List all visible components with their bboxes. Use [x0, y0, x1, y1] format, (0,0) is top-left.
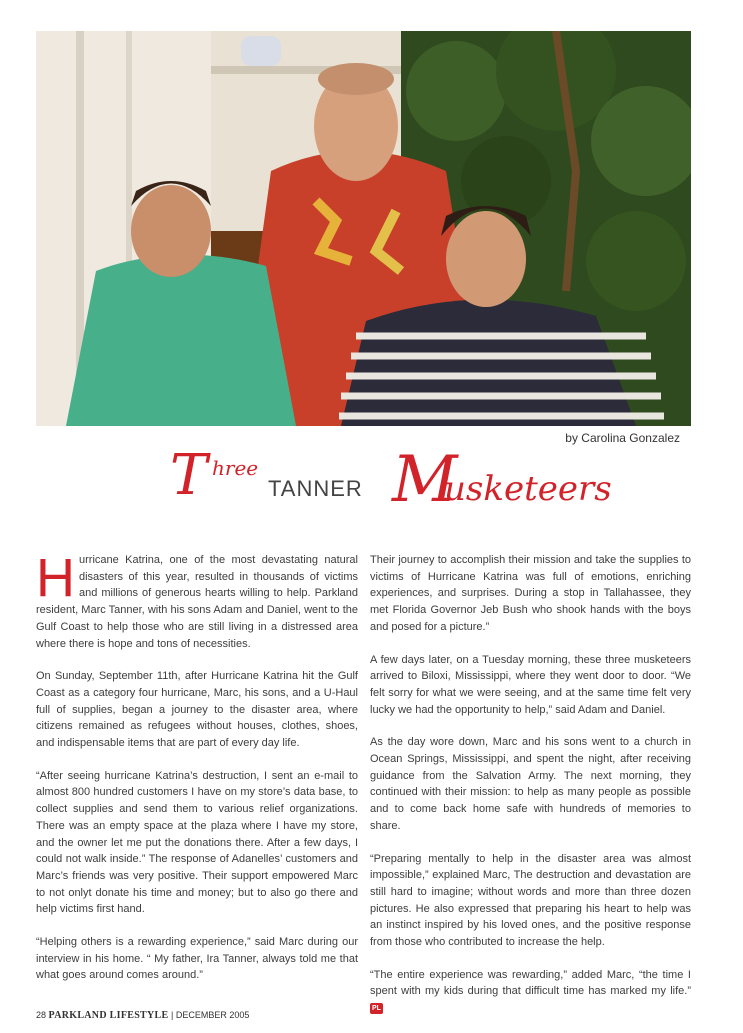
- article-paragraph: [36, 548, 358, 652]
- page-footer: [36, 1010, 249, 1021]
- end-mark-icon: PL: [372, 1004, 381, 1012]
- cover-photo: [36, 31, 691, 426]
- title-script-cap-m: M: [392, 443, 458, 517]
- article-paragraph: A few days later, on a Tuesday morning, these three musketeers arrived to Biloxi, Mississippi, where they went door to door. “We felt sorry for what we were seeing, and at the same time felt very lucky we had the opportunity to help,” said Adam and Daniel.: [370, 653, 691, 716]
- title-script-rest-hree: hree: [212, 456, 259, 480]
- article-paragraph: As the day wore down, Marc and his sons went to a church in Ocean Springs, Mississippi, and spent the night, after receiving guidance from the Salvation Army. The next morning, they continued with their mission: to help as many people as possible and to come back home safe with hundreds of memories to share.: [370, 736, 691, 832]
- article-column-right: [370, 552, 691, 1033]
- issue-date: DECEMBER 2005: [175, 1010, 250, 1020]
- article-paragraph: “Helping others is a rewarding experience,” said Marc during our interview in his home. “ My father, Ira Tanner, always told me that what goes around comes around.”: [36, 936, 358, 982]
- drop-cap: H: [36, 548, 75, 608]
- paragraph-text: urricane Katrina, one of the most devastating natural disasters of this year, resulted in thousands of victims and millions of generous hearts willing to help. Parkland resident, Marc Tanner, with his sons Adam and Daniel, went to the Gulf Coast to help those who are still living in a distressed area where there is hope and tons of necessities.: [36, 554, 358, 650]
- article-paragraph-final: [370, 967, 691, 1017]
- title-middle-word: TANNER: [268, 476, 363, 501]
- article-paragraph: On Sunday, September 11th, after Hurricane Katrina hit the Gulf Coast as a category four hurricane, Marc, his sons, and a U-Haul full of supplies, began a journey to the disaster area, where citizens remained as refugees without houses, clothes, shoes, and indispensable items that are part of every day life.: [36, 670, 358, 750]
- article-title: [168, 443, 612, 536]
- paragraph-text: “The entire experience was rewarding,” added Marc, “the time I spent with my kids during that difficult time has marked my life.”: [370, 968, 691, 998]
- family-photo-illustration: [36, 31, 691, 426]
- article-column-left: [36, 548, 358, 1000]
- publication-name: PARKLAND LIFESTYLE: [48, 1010, 169, 1021]
- page-number: 28: [36, 1010, 47, 1020]
- footer-separator: |: [171, 1010, 174, 1020]
- byline: by Carolina Gonzalez: [565, 431, 680, 445]
- title-script-rest-usketeers: usketeers: [444, 469, 612, 509]
- title-script-cap-t: T: [170, 443, 208, 508]
- article-paragraph: “Preparing mentally to help in the disaster area was almost impossible,” explained Marc, The destruction and devastation are still hard to imagine; without words and more than three dozen pictures. He also expressed that preparing his heart to help was an instinct inspired by his loved ones, and the positive response from those who contributed to increase the help.: [370, 852, 691, 949]
- article-paragraph: “After seeing hurricane Katrina’s destruction, I sent an e-mail to almost 800 hundred customers I have on my store’s data base, to collect supplies and send them to various relief organizations. There was an empty space at the plaza where I have my store, and the owner let me put the donations there. After a few days, I could not walk inside.” The response of Adanelles’ customers and Marc’s friends was very positive. Their support empowered Marc to not onlyt donate his time and money; but to also go there and help victims first hand.: [36, 769, 358, 916]
- article-paragraph: Their journey to accomplish their mission and take the supplies to victims of Hurricane Katrina was full of emotions, enriching experiences, and surprises. During a stop in Tallahassee, they met Florida Governor Jeb Bush who shook hands with the boys and posed for a picture.”: [370, 554, 691, 633]
